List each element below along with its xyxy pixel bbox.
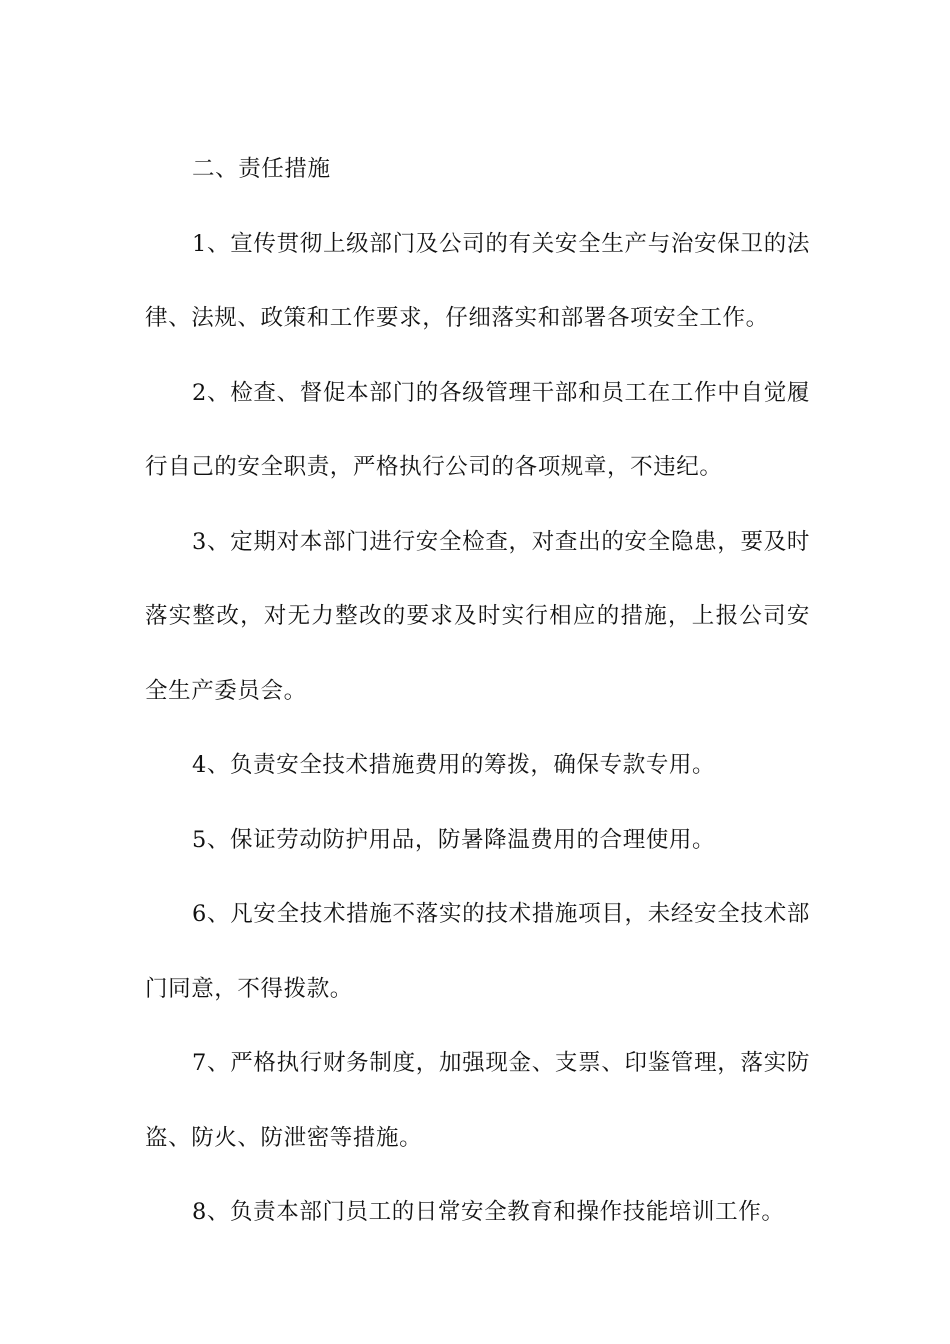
section-heading: 二、责任措施 — [192, 156, 331, 182]
document-body — [145, 132, 810, 1250]
paragraph-3: 3、定期对本部门进行安全检查，对查出的安全隐患，要及时落实整改，对无力整改的要求及时实行相应的措施，上报公司安全生产委员会。 — [145, 528, 810, 704]
paragraph-6: 6、凡安全技术措施不落实的技术措施项目，未经安全技术部门同意，不得拨款。 — [145, 901, 810, 1002]
paragraph-1: 1、宣传贯彻上级部门及公司的有关安全生产与治安保卫的法律、法规、政策和工作要求，仔细落实和部署各项安全工作。 — [145, 230, 810, 331]
paragraph-4: 4、负责安全技术措施费用的筹拨，确保专款专用。 — [192, 752, 716, 778]
paragraph-8: 8、负责本部门员工的日常安全教育和操作技能培训工作。 — [192, 1199, 785, 1225]
paragraph-7: 7、严格执行财务制度，加强现金、支票、印鉴管理，落实防盗、防火、防泄密等措施。 — [145, 1050, 810, 1151]
paragraph-2: 2、检查、督促本部门的各级管理干部和员工在工作中自觉履行自己的安全职责，严格执行公司的各项规章，不违纪。 — [145, 379, 810, 480]
paragraph-5: 5、保证劳动防护用品，防暑降温费用的合理使用。 — [192, 826, 716, 853]
